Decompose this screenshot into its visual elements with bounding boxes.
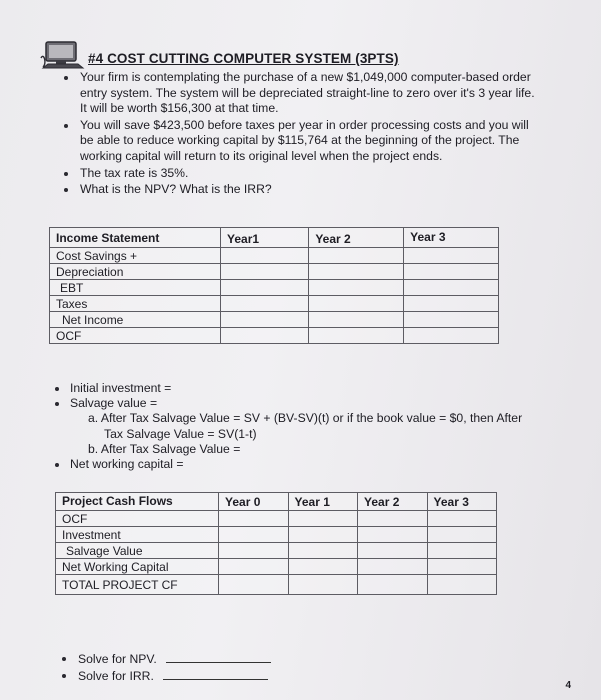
- row-label: Taxes: [50, 296, 221, 312]
- bullet-dot: [64, 76, 68, 80]
- bullet-text: Your firm is contemplating the purchase of a new $1,049,000 computer-based order entry system. The system will be depreciated straight-line to zero over it's 3 year life. It will be worth $156,300 at that time.: [80, 70, 535, 116]
- row-label: TOTAL PROJECT CF: [56, 575, 219, 595]
- table-row: [56, 527, 497, 543]
- bullet-savings: [62, 118, 542, 165]
- solve-irr-label: Solve for IRR.: [78, 669, 154, 683]
- row-label: Cost Savings +: [50, 248, 221, 264]
- answer-cell[interactable]: [358, 559, 428, 575]
- bullet-text: What is the NPV? What is the IRR?: [80, 182, 272, 197]
- table-row: [50, 280, 499, 296]
- income-statement-table: [49, 227, 499, 344]
- bullet-dot: [62, 674, 66, 678]
- answer-cell[interactable]: [404, 312, 499, 328]
- answer-cell[interactable]: [358, 543, 428, 559]
- answer-cell[interactable]: [427, 575, 497, 595]
- bullet-dot: [64, 172, 68, 176]
- table-row: [50, 248, 499, 264]
- table-header-row: [50, 228, 499, 248]
- column-header: Year 3: [427, 493, 497, 511]
- answer-cell[interactable]: [427, 543, 497, 559]
- table-header-row: [56, 493, 497, 511]
- answer-cell[interactable]: [404, 248, 499, 264]
- bullet-dot: [55, 387, 59, 391]
- table-row: [50, 296, 499, 312]
- table-row: [56, 559, 497, 575]
- answer-cell[interactable]: [309, 312, 404, 328]
- answer-cell[interactable]: [288, 559, 358, 575]
- row-label: Investment: [56, 527, 219, 543]
- column-header: Project Cash Flows: [56, 493, 219, 511]
- net-working-capital-label: Net working capital =: [70, 457, 184, 472]
- answer-cell[interactable]: [309, 280, 404, 296]
- answer-cell[interactable]: [221, 248, 309, 264]
- problem-bullets: [62, 70, 542, 199]
- answer-cell[interactable]: [221, 264, 309, 280]
- answer-cell[interactable]: [288, 543, 358, 559]
- answer-cell[interactable]: [309, 264, 404, 280]
- column-header: Year 3: [404, 228, 499, 248]
- bullet-text: The tax rate is 35%.: [80, 165, 189, 180]
- salvage-formula-a-cont: Tax Salvage Value = SV(1-t): [104, 426, 257, 441]
- column-header: Year 0: [219, 493, 289, 511]
- salvage-formula-b: b. After Tax Salvage Value =: [88, 441, 241, 456]
- answer-cell[interactable]: [404, 264, 499, 280]
- page-number: 4: [565, 680, 571, 691]
- answer-cell[interactable]: [288, 575, 358, 595]
- row-label: Net Working Capital: [56, 559, 219, 575]
- list-item: [52, 396, 552, 411]
- column-header: Year 1: [288, 493, 358, 511]
- row-label: EBT: [50, 280, 221, 296]
- answer-cell[interactable]: [309, 248, 404, 264]
- table-row: [56, 575, 497, 595]
- salvage-value-label: Salvage value =: [70, 396, 158, 411]
- bullet-dot: [64, 124, 68, 128]
- answer-cell[interactable]: [221, 280, 309, 296]
- row-label: Salvage Value: [56, 543, 219, 559]
- answer-cell[interactable]: [221, 312, 309, 328]
- row-label: Depreciation: [50, 264, 221, 280]
- bullet-dot: [62, 657, 66, 661]
- column-header: Year 2: [358, 493, 428, 511]
- computer-icon: [40, 40, 86, 70]
- row-label: Net Income: [50, 312, 221, 328]
- bullet-purchase: [62, 70, 542, 117]
- answer-cell[interactable]: [404, 280, 499, 296]
- answer-cell[interactable]: [219, 575, 289, 595]
- answer-cell[interactable]: [219, 527, 289, 543]
- list-item: [52, 381, 552, 396]
- table-row: [50, 328, 499, 344]
- list-item: [52, 457, 552, 472]
- answer-cell[interactable]: [427, 527, 497, 543]
- answer-cell[interactable]: [288, 527, 358, 543]
- bullet-dot: [55, 463, 59, 467]
- table-row: [56, 511, 497, 527]
- page-title: #4 COST CUTTING COMPUTER SYSTEM (3PTS): [88, 51, 399, 66]
- bullet-question: [62, 182, 542, 198]
- answer-cell[interactable]: [358, 511, 428, 527]
- answer-cell[interactable]: [219, 511, 289, 527]
- row-label: OCF: [56, 511, 219, 527]
- answer-cell[interactable]: [427, 559, 497, 575]
- answer-cell[interactable]: [404, 296, 499, 312]
- initial-investment-label: Initial investment =: [70, 381, 172, 395]
- list-item: [60, 651, 271, 668]
- answer-cell[interactable]: [309, 328, 404, 344]
- project-cash-flows-table: [55, 492, 497, 595]
- table-row: [50, 264, 499, 280]
- answer-cell[interactable]: [358, 527, 428, 543]
- answer-cell[interactable]: [221, 296, 309, 312]
- irr-answer-line[interactable]: [163, 669, 268, 680]
- row-label: OCF: [50, 328, 221, 344]
- answer-cell[interactable]: [404, 328, 499, 344]
- solve-section: [60, 651, 271, 685]
- column-header: Income Statement: [50, 228, 221, 248]
- npv-answer-line[interactable]: [166, 652, 271, 663]
- answer-cell[interactable]: [309, 296, 404, 312]
- list-item: [60, 668, 271, 685]
- answer-cell[interactable]: [219, 543, 289, 559]
- answer-cell[interactable]: [427, 511, 497, 527]
- answer-cell[interactable]: [288, 511, 358, 527]
- table-row: [50, 312, 499, 328]
- table-row: [56, 543, 497, 559]
- salvage-formula-a: a. After Tax Salvage Value = SV + (BV-SV)(t) or if the book value = $0, then After: [88, 411, 523, 426]
- bullet-dot: [64, 188, 68, 192]
- investment-bullets: [52, 381, 552, 472]
- solve-npv-label: Solve for NPV.: [78, 652, 157, 666]
- column-header: Year 2: [309, 228, 404, 248]
- bullet-tax-rate: [62, 166, 542, 182]
- answer-cell[interactable]: [358, 575, 428, 595]
- bullet-dot: [55, 402, 59, 406]
- column-header: Year1: [221, 228, 309, 248]
- answer-cell[interactable]: [221, 328, 309, 344]
- bullet-text: You will save $423,500 before taxes per year in order processing costs and you will be able to reduce working capital by $115,764 at the beginning of the project. The working capital will return to its original level when the project ends.: [80, 117, 529, 163]
- answer-cell[interactable]: [219, 559, 289, 575]
